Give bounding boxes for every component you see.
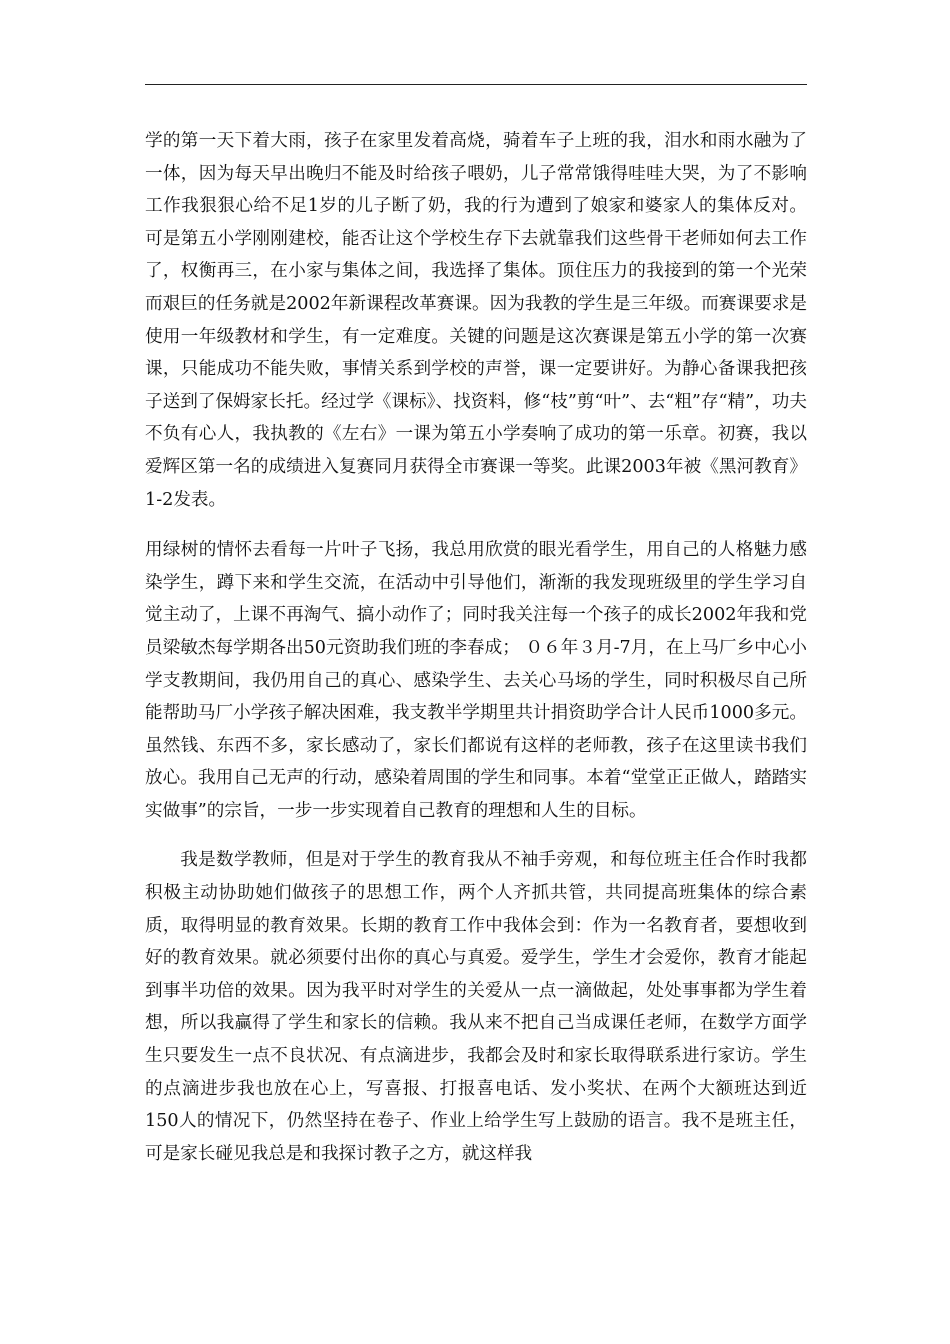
paragraph-1: 学的第一天下着大雨，孩子在家里发着高烧，骑着车子上班的我，泪水和雨水融为了一体，因为每天早出晚归不能及时给孩子喂奶，儿子常常饿得哇哇大哭，为了不影响工作我狠狠心给不足1岁的儿子断了奶，我的行为遭到了娘家和婆家人的集体反对。可是第五小学刚刚建校，能否让这个学校生存下去就靠我们这些骨干老师如何去工作了，权衡再三，在小家与集体之间，我选择了集体。顶住压力的我接到的第一个光荣而艰巨的任务就是2002年新课程改革赛课。因为我教的学生是三年级。而赛课要求是使用一年级教材和学生，有一定难度。关键的问题是这次赛课是第五小学的第一次赛课，只能成功不能失败，事情关系到学校的声誉，课一定要讲好。为静心备课我把孩子送到了保姆家长托。经过学《课标》、找资料，修“枝”剪“叶”、去“粗”存“精”，功夫不负有心人，我执教的《左右》一课为第五小学奏响了成功的第一乐章。初赛，我以爱辉区第一名的成绩进入复赛同月获得全市赛课一等奖。此课2003年被《黑河教育》1-2发表。	[145, 131, 807, 510]
paragraph-3: 我是数学教师，但是对于学生的教育我从不袖手旁观，和每位班主任合作时我都积极主动协助她们做孩子的思想工作，两个人齐抓共管，共同提高班集体的综合素质，取得明显的教育效果。长期的教育工作中我体会到：作为一名教育者，要想收到好的教育效果。就必须要付出你的真心与真爱。爱学生，学生才会爱你，教育才能起到事半功倍的效果。因为我平时对学生的关爱从一点一滴做起，处处事事都为学生着想，所以我赢得了学生和家长的信赖。我从来不把自己当成课任老师，在数学方面学生只要发生一点不良状况、有点滴进步，我都会及时和家长取得联系进行家访。学生的点滴进步我也放在心上，写喜报、打报喜电话、发小奖状、在两个大额班达到近150人的情况下，仍然坚持在卷子、作业上给学生写上鼓励的语言。我不是班主任，可是家长碰见我总是和我探讨教子之方，就这样我	[145, 850, 807, 1164]
document-body	[145, 125, 807, 1170]
paragraph-2: 用绿树的情怀去看每一片叶子飞扬，我总用欣赏的眼光看学生，用自己的人格魅力感染学生，蹲下来和学生交流，在活动中引导他们，渐渐的我发现班级里的学生学习自觉主动了，上课不再淘气、搞小动作了；同时我关注每一个孩子的成长2002年我和党员梁敏杰每学期各出50元资助我们班的李春成； ０６年３月-7月，在上马厂乡中心小学支教期间，我仍用自己的真心、感染学生、去关心马场的学生，同时积极尽自己所能帮助马厂小学孩子解决困难，我支教半学期里共计捐资助学合计人民币1000多元。虽然钱、东西不多，家长感动了，家长们都说有这样的老师教，孩子在这里读书我们放心。我用自己无声的行动，感染着周围的学生和同事。本着“堂堂正正做人，踏踏实实做事”的宗旨，一步一步实现着自己教育的理想和人生的目标。	[145, 540, 807, 821]
header-rule	[145, 84, 807, 85]
